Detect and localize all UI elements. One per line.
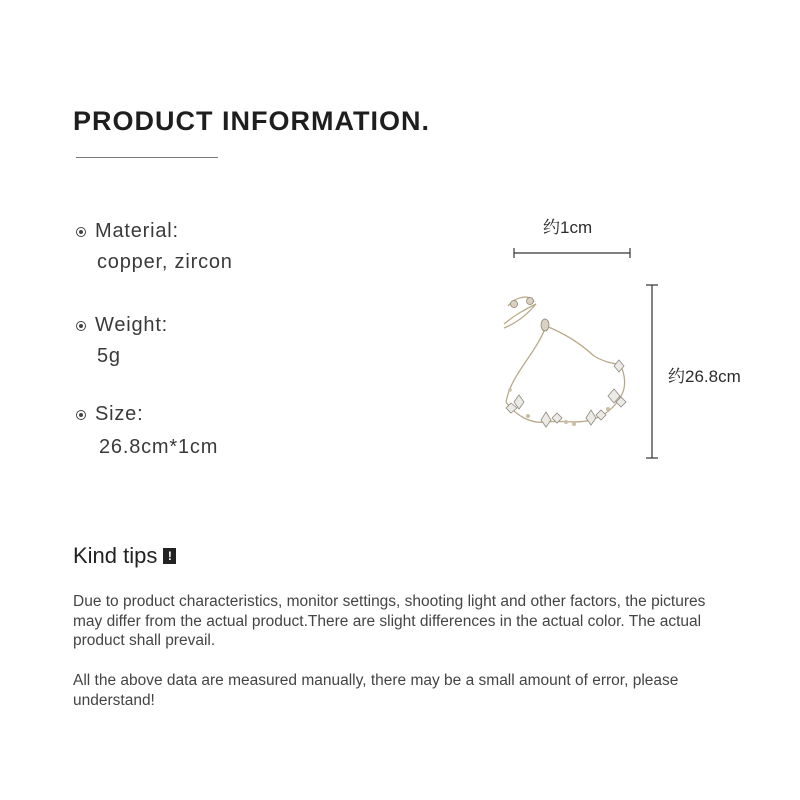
spec-size: [76, 403, 218, 459]
spec-value: 26.8cm*1cm: [99, 436, 219, 458]
kind-tips-heading: [73, 543, 176, 569]
length-dimension-line: [644, 282, 660, 462]
bullet-icon: [76, 227, 86, 237]
spec-label: Material:: [95, 220, 179, 242]
bracelet-product-image: [486, 284, 646, 464]
bullet-icon: [76, 321, 86, 331]
spec-value: 5g: [97, 345, 121, 367]
spec-label: Size:: [95, 403, 144, 425]
tips-paragraph: Due to product characteristics, monitor settings, shooting light and other factors, the pictures may differ from the actual product.There are slight differences in the actual color. The actual product shall prevail.: [73, 593, 706, 649]
exclamation-icon: !: [163, 548, 176, 564]
page-title: PRODUCT INFORMATION.: [73, 106, 430, 136]
spec-label: Weight:: [95, 314, 169, 336]
width-dimension-label: 约1cm: [543, 218, 593, 237]
spec-weight: [76, 314, 168, 368]
bullet-icon: [76, 410, 86, 420]
kind-tips-title: Kind tips: [73, 543, 158, 568]
length-dimension-label: 约26.8cm: [668, 367, 741, 386]
spec-material: [76, 220, 233, 274]
title-divider: [76, 157, 218, 158]
spec-value: copper, zircon: [97, 251, 233, 273]
width-dimension-line: [510, 246, 634, 260]
tips-paragraph: All the above data are measured manually, there may be a small amount of error, please understand!: [73, 672, 679, 709]
